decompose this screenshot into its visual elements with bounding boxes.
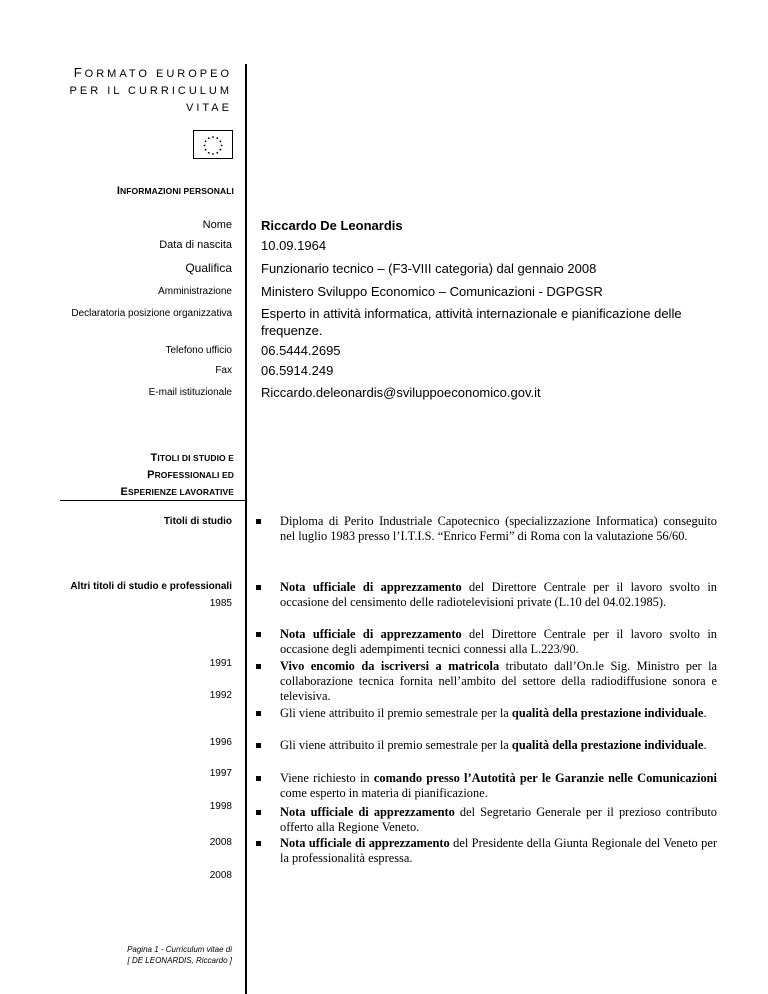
value-fax: 06.5914.249 — [261, 363, 334, 378]
list-item: Diploma di Perito Industriale Capotecnico (specializzazione Informatica) conseguito nel luglio 1983 presso l’I.T.I.S. “Enrico Fermi” di Roma con la valutazione 56/60. — [256, 514, 717, 544]
label-declaratoria: Declaratoria posizione organizzativa — [71, 308, 232, 319]
list-item: Nota ufficiale di apprezzamento del Presidente della Giunta Regionale del Veneto per la professionalità espressa. — [256, 836, 717, 866]
year-label: 1998 — [209, 801, 232, 812]
year-label: 1992 — [209, 690, 232, 701]
value-data-nascita: 10.09.1964 — [261, 238, 327, 253]
bullet-icon — [256, 776, 261, 781]
bullet-icon — [256, 664, 261, 669]
label-email: E-mail istituzionale — [148, 387, 232, 398]
bullet-icon — [256, 743, 261, 748]
year-label: 2008 — [209, 870, 232, 881]
section-rule — [60, 500, 246, 501]
list-item: Gli viene attribuito il premio semestrale per la qualità della prestazione individuale. — [256, 706, 717, 721]
bullet-icon — [256, 841, 261, 846]
label-data-nascita: Data di nascita — [159, 239, 232, 251]
bullet-icon — [256, 585, 261, 590]
bullet-icon — [256, 519, 261, 524]
bullet-icon — [256, 632, 261, 637]
label-telefono: Telefono ufficio — [165, 345, 232, 356]
list-item: Gli viene attribuito il premio semestrale per la qualità della prestazione individuale. — [256, 738, 717, 753]
value-amministrazione: Ministero Sviluppo Economico – Comunicazioni - DGPGSR — [261, 284, 603, 299]
section-titoli: TITOLI DI STUDIO E PROFESSIONALI ED ESPERIENZE LAVORATIVE — [120, 452, 234, 498]
bullet-icon — [256, 810, 261, 815]
year-label: 1997 — [209, 768, 232, 779]
vertical-divider — [245, 64, 247, 994]
list-item: Viene richiesto in comando presso l’Autotità per le Garanzie nelle Comunicazioni come esperto in materia di pianificazione. — [256, 771, 717, 801]
document-title: FORMATO EUROPEO PER IL CURRICULUM VITAE — [69, 65, 232, 114]
label-amministrazione: Amministrazione — [158, 286, 232, 297]
label-qualifica: Qualifica — [185, 261, 232, 275]
label-altri-titoli: Altri titoli di studio e professionali — [70, 581, 232, 592]
value-email[interactable]: Riccardo.deleonardis@sviluppoeconomico.gov.it — [261, 385, 541, 400]
list-item: Nota ufficiale di apprezzamento del Direttore Centrale per il lavoro svolto in occasione del censimento delle radiotelevisioni private (L.10 del 04.02.1985). — [256, 580, 717, 610]
year-label: 2008 — [209, 837, 232, 848]
list-item: Nota ufficiale di apprezzamento del Segretario Generale per il prezioso contributo offerto alla Regione Veneto. — [256, 805, 717, 835]
page-footer: Pagina 1 - Curriculum vitae di [ DE LEONARDIS, Riccardo ] — [127, 945, 232, 965]
bullet-icon — [256, 711, 261, 716]
eu-flag-icon — [193, 130, 233, 159]
year-label: 1985 — [209, 598, 232, 609]
label-titoli-studio: Titoli di studio — [163, 516, 232, 527]
list-item: Vivo encomio da iscriversi a matricola tributato dall’On.le Sig. Ministro per la collaborazione tecnica fornita nell’ambito del settore della radiodiffusione sonora e televisiva. — [256, 659, 717, 704]
value-nome: Riccardo De Leonardis — [261, 218, 403, 233]
section-personal-info: INFORMAZIONI PERSONALI — [116, 185, 234, 197]
year-label: 1996 — [209, 737, 232, 748]
label-nome: Nome — [202, 219, 232, 231]
label-fax: Fax — [215, 365, 232, 376]
value-declaratoria: Esperto in attività informatica, attività internazionale e pianificazione delle frequenze. — [261, 306, 682, 338]
value-telefono: 06.5444.2695 — [261, 343, 341, 358]
year-label: 1991 — [209, 658, 232, 669]
value-qualifica: Funzionario tecnico – (F3-VIII categoria) dal gennaio 2008 — [261, 261, 597, 276]
list-item: Nota ufficiale di apprezzamento del Direttore Centrale per il lavoro svolto in occasione degli adempimenti tecnici connessi alla L.223/90. — [256, 627, 717, 657]
